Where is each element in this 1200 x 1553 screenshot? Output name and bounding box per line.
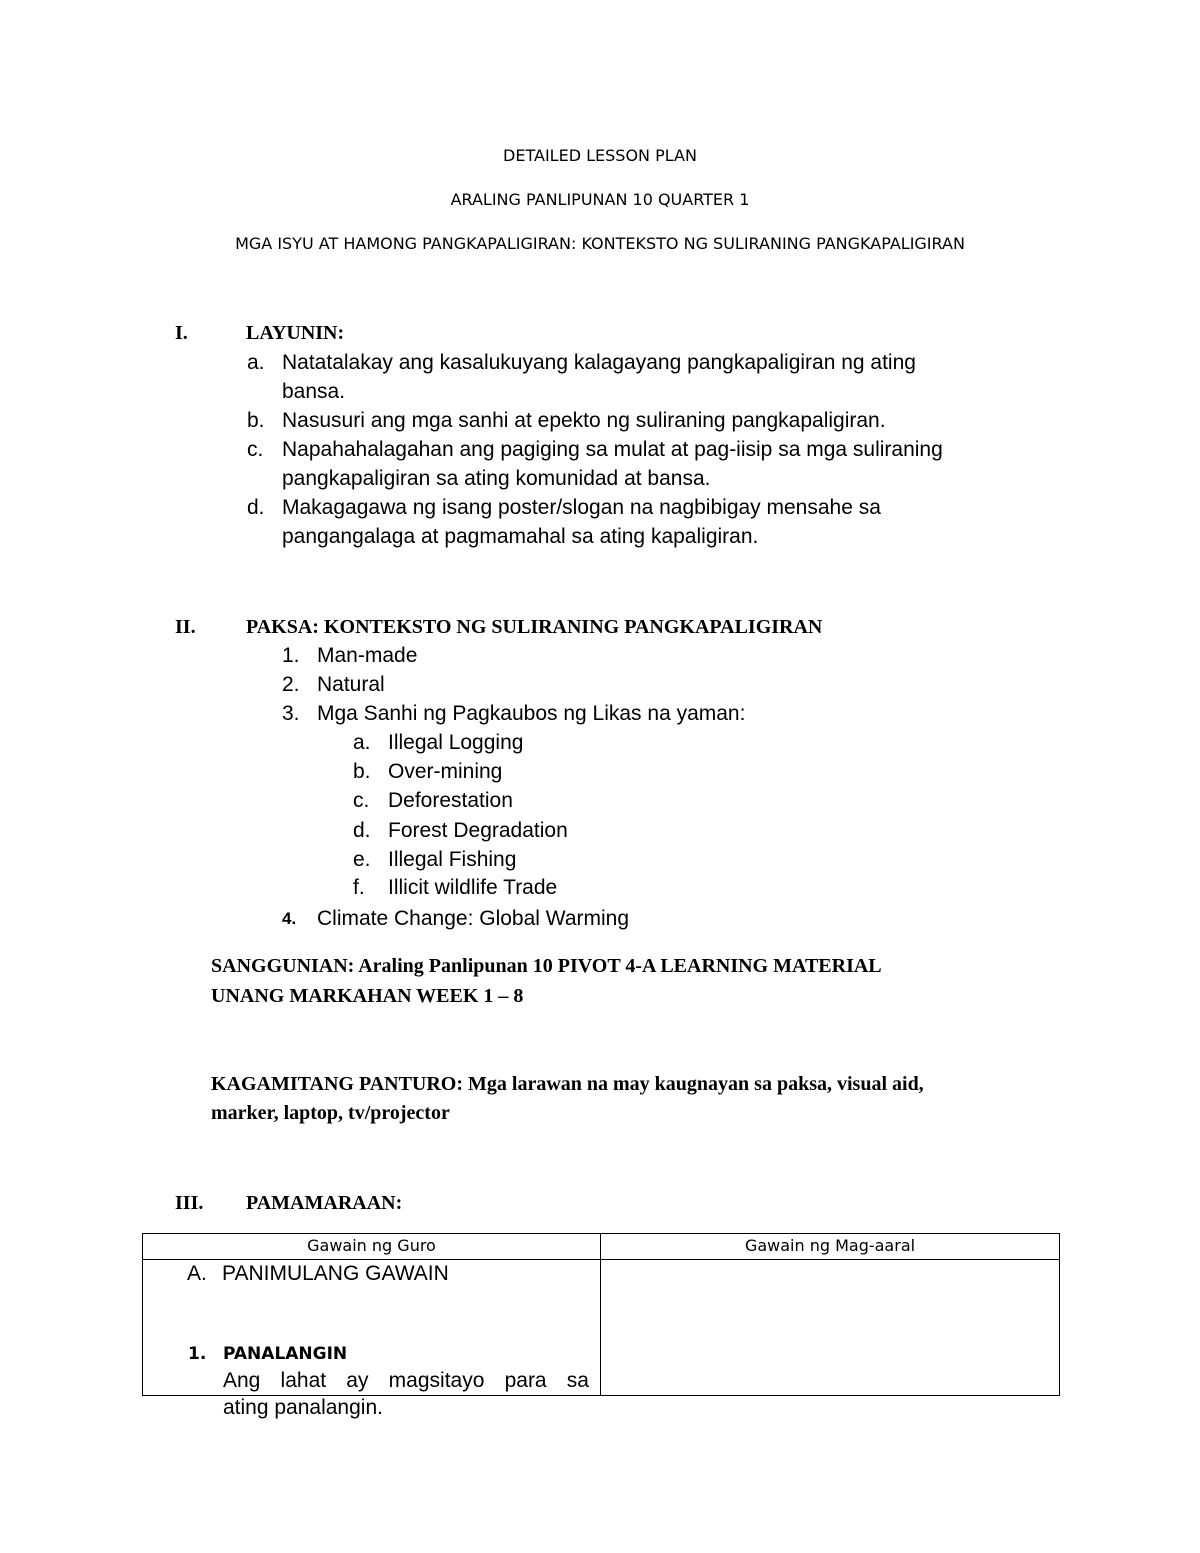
- procedure-table: [142, 1233, 1060, 1419]
- topic-number: 2.: [282, 673, 300, 696]
- topic-text: Man-made: [317, 644, 418, 667]
- topic-number: 4.: [282, 909, 297, 928]
- materials-line: KAGAMITANG PANTURO: Mga larawan na may kaugnayan sa paksa, visual aid,: [211, 1073, 924, 1095]
- topic-number: 3.: [282, 702, 300, 725]
- student-activity-cell: [601, 1260, 1060, 1396]
- section-2-numeral: II.: [175, 616, 196, 638]
- objective-letter: b.: [247, 409, 265, 432]
- student-activity-header: Gawain ng Mag-aaral: [601, 1234, 1060, 1260]
- materials-line-cont: marker, laptop, tv/projector: [211, 1102, 450, 1124]
- topic-text: Mga Sanhi ng Pagkaubos ng Likas na yaman:: [317, 702, 746, 725]
- activity-heading: PANIMULANG GAWAIN: [222, 1262, 449, 1285]
- section-1-numeral: I.: [175, 322, 188, 344]
- subtopic-letter: d.: [353, 819, 371, 842]
- section-3-title: PAMAMARAAN:: [246, 1192, 403, 1214]
- document-title: DETAILED LESSON PLAN: [503, 146, 697, 165]
- subtopic-text: Over-mining: [388, 760, 503, 783]
- subtopic-letter: b.: [353, 760, 371, 783]
- subtopic-letter: a.: [353, 731, 371, 754]
- table-header-row: [143, 1234, 1060, 1260]
- table-row: [143, 1260, 1060, 1396]
- teacher-activity-cell: [143, 1260, 601, 1419]
- topic-text: Natural: [317, 673, 385, 696]
- section-2-title: PAKSA: KONTEKSTO NG SULIRANING PANGKAPALIGIRAN: [246, 616, 823, 638]
- subtopic-text: Illicit wildlife Trade: [388, 876, 558, 899]
- objective-text: Makagagawa ng isang poster/slogan na nagbibigay mensahe sa: [282, 496, 881, 519]
- objective-letter: d.: [247, 496, 265, 519]
- subtopic-text: Forest Degradation: [388, 819, 568, 842]
- subtopic-letter: e.: [353, 848, 371, 871]
- lesson-topic-heading: MGA ISYU AT HAMONG PANGKAPALIGIRAN: KONTEKSTO NG SULIRANING PANGKAPALIGIRAN: [235, 234, 965, 253]
- activity-item-title: PANALANGIN: [223, 1344, 348, 1364]
- objective-letter: a.: [247, 351, 265, 374]
- section-1-title: LAYUNIN:: [246, 322, 345, 344]
- objective-text-cont: pangkapaligiran sa ating komunidad at bansa.: [282, 467, 711, 490]
- subject-quarter: ARALING PANLIPUNAN 10 QUARTER 1: [450, 190, 750, 209]
- activity-letter: A.: [187, 1262, 207, 1285]
- objective-text: Napahahalagahan ang pagiging sa mulat at pag-iisip sa mga suliraning: [282, 438, 943, 461]
- subtopic-text: Illegal Fishing: [388, 848, 517, 871]
- objective-text-cont: bansa.: [282, 380, 346, 403]
- subtopic-text: Deforestation: [388, 789, 513, 812]
- objective-letter: c.: [247, 438, 264, 461]
- objective-text-cont: pangangalaga at pagmamahal sa ating kapaligiran.: [282, 525, 759, 548]
- references-line: SANGGUNIAN: Araling Panlipunan 10 PIVOT 4-A LEARNING MATERIAL: [211, 955, 882, 977]
- activity-item-number: 1.: [188, 1344, 207, 1364]
- objective-text: Nasusuri ang mga sanhi at epekto ng suliraning pangkapaligiran.: [282, 409, 886, 432]
- references-line-cont: UNANG MARKAHAN WEEK 1 – 8: [211, 985, 524, 1007]
- activity-item-text: Ang lahat ay magsitayo para sa: [223, 1369, 589, 1392]
- subtopic-letter: f.: [353, 876, 365, 899]
- teacher-activity-header: Gawain ng Guro: [143, 1234, 601, 1260]
- subtopic-letter: c.: [353, 789, 370, 812]
- subtopic-text: Illegal Logging: [388, 731, 524, 754]
- section-3-numeral: III.: [175, 1192, 204, 1214]
- topic-number: 1.: [282, 644, 300, 667]
- activity-item-text-cont: ating panalangin.: [223, 1396, 383, 1419]
- topic-text: Climate Change: Global Warming: [317, 907, 630, 930]
- objective-text: Natatalakay ang kasalukuyang kalagayang pangkapaligiran ng ating: [282, 351, 916, 374]
